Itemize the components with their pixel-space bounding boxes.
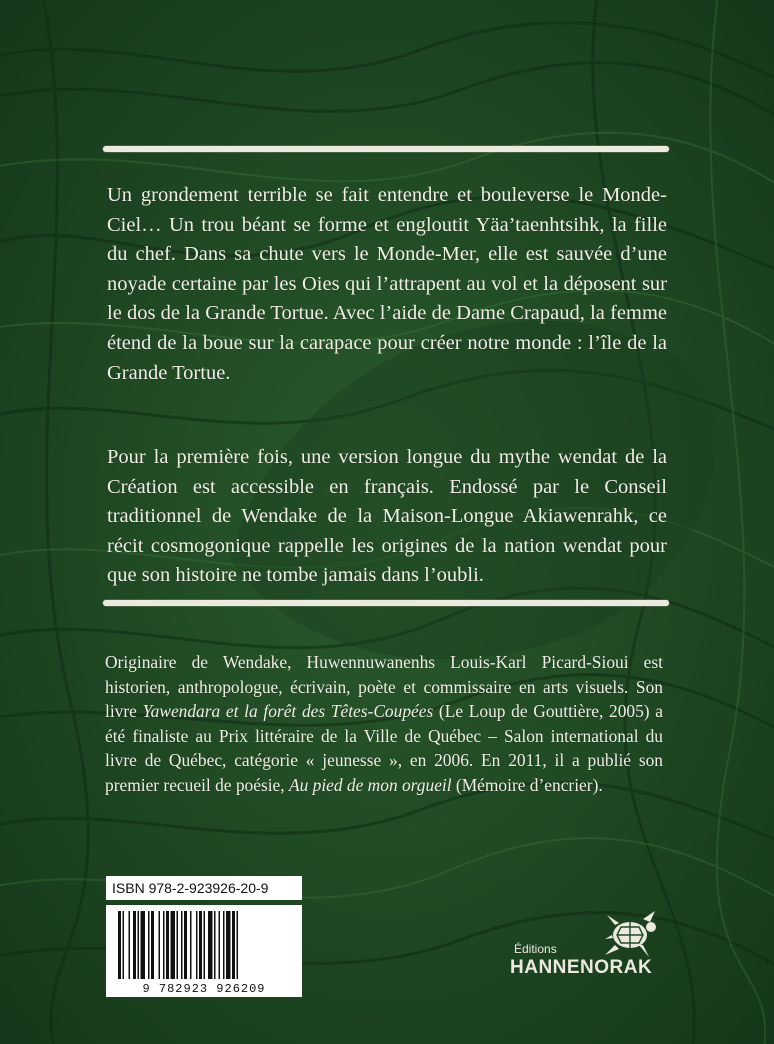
publisher-name: HANNENORAK	[510, 957, 653, 978]
barcode-bar	[226, 911, 231, 979]
blurb-paragraph-1: Un grondement terrible se fait entendre et bouleverse le Monde-Ciel… Un trou béant se forme et engloutit Yäa’taenhtsihk, la fille du chef. Dans sa chute vers le Monde-Mer, elle est sauvée d’une noyade certaine par les Oies qui l’attrapent au vol et la déposent sur le dos de la Grande Tortue. Avec l’aide de Dame Crapaud, la femme étend de la boue sur la carapace pour créer notre monde : l’île de la Grande Tortue.	[107, 184, 667, 384]
publisher-prefix: Éditions	[514, 942, 557, 956]
barcode-digits: 9 782923 926209	[106, 982, 302, 996]
barcode-bar	[159, 911, 161, 979]
barcode-bar	[208, 911, 213, 979]
author-bio	[105, 650, 663, 798]
barcode-bar	[166, 911, 169, 979]
barcode-bar	[177, 911, 179, 979]
barcode-bar	[163, 911, 165, 979]
barcode-bar	[223, 911, 225, 979]
book-title-2: Au pied de mon orgueil	[288, 774, 452, 795]
barcode-bar	[219, 911, 221, 979]
barcode	[106, 905, 302, 997]
barcode-bar	[199, 911, 202, 979]
barcode-bar	[232, 911, 235, 979]
barcode-bar	[129, 911, 131, 979]
barcode-bar	[151, 911, 154, 979]
bio-text-2: (Le Loup de Gouttière, 2005) a été finaliste au Prix littéraire de la Ville de Québec – Salon international du livre de Québec, catégorie « jeunesse », en 2006. En 2011, il a publié son premier recueil de poésie,	[105, 701, 664, 795]
barcode-bar	[148, 911, 150, 979]
bottom-divider	[103, 600, 669, 606]
barcode-bar	[118, 911, 121, 979]
bio-text-3: (Mémoire d’encrier).	[451, 774, 603, 795]
barcode-bar	[237, 911, 239, 979]
turtle-icon	[603, 905, 661, 963]
barcode-bar	[138, 911, 140, 979]
barcode-bar	[133, 911, 136, 979]
top-divider	[103, 146, 669, 152]
barcode-bar	[123, 911, 125, 979]
isbn-label: ISBN 978-2-923926-20-9	[106, 876, 302, 900]
book-title-1: Yawendara et la forêt des Têtes-Coupées	[142, 701, 434, 722]
barcode-bar	[181, 911, 183, 979]
blurb-paragraph-2: Pour la première fois, une version longue du mythe wendat de la Création est accessible en français. Endossé par le Conseil traditionnel de Wendake de la Maison-Longue Akiawenrahk, ce récit cosmogonique rappelle les origines de la nation wendat pour que son histoire ne tombe jamais dans l’oubli.	[107, 446, 667, 587]
barcode-bar	[196, 911, 198, 979]
barcode-bar	[171, 911, 176, 979]
barcode-bar	[204, 911, 206, 979]
barcode-bar	[141, 911, 146, 979]
barcode-bar	[214, 911, 216, 979]
bio-text-1: Originaire de Wendake, Huwennuwanenhs Louis-Karl Picard-Sioui est historien, anthropologue, écrivain, poète et commissaire en arts visuels. Son livre	[105, 652, 663, 722]
barcode-bar	[184, 911, 187, 979]
barcode-bar	[190, 911, 192, 979]
